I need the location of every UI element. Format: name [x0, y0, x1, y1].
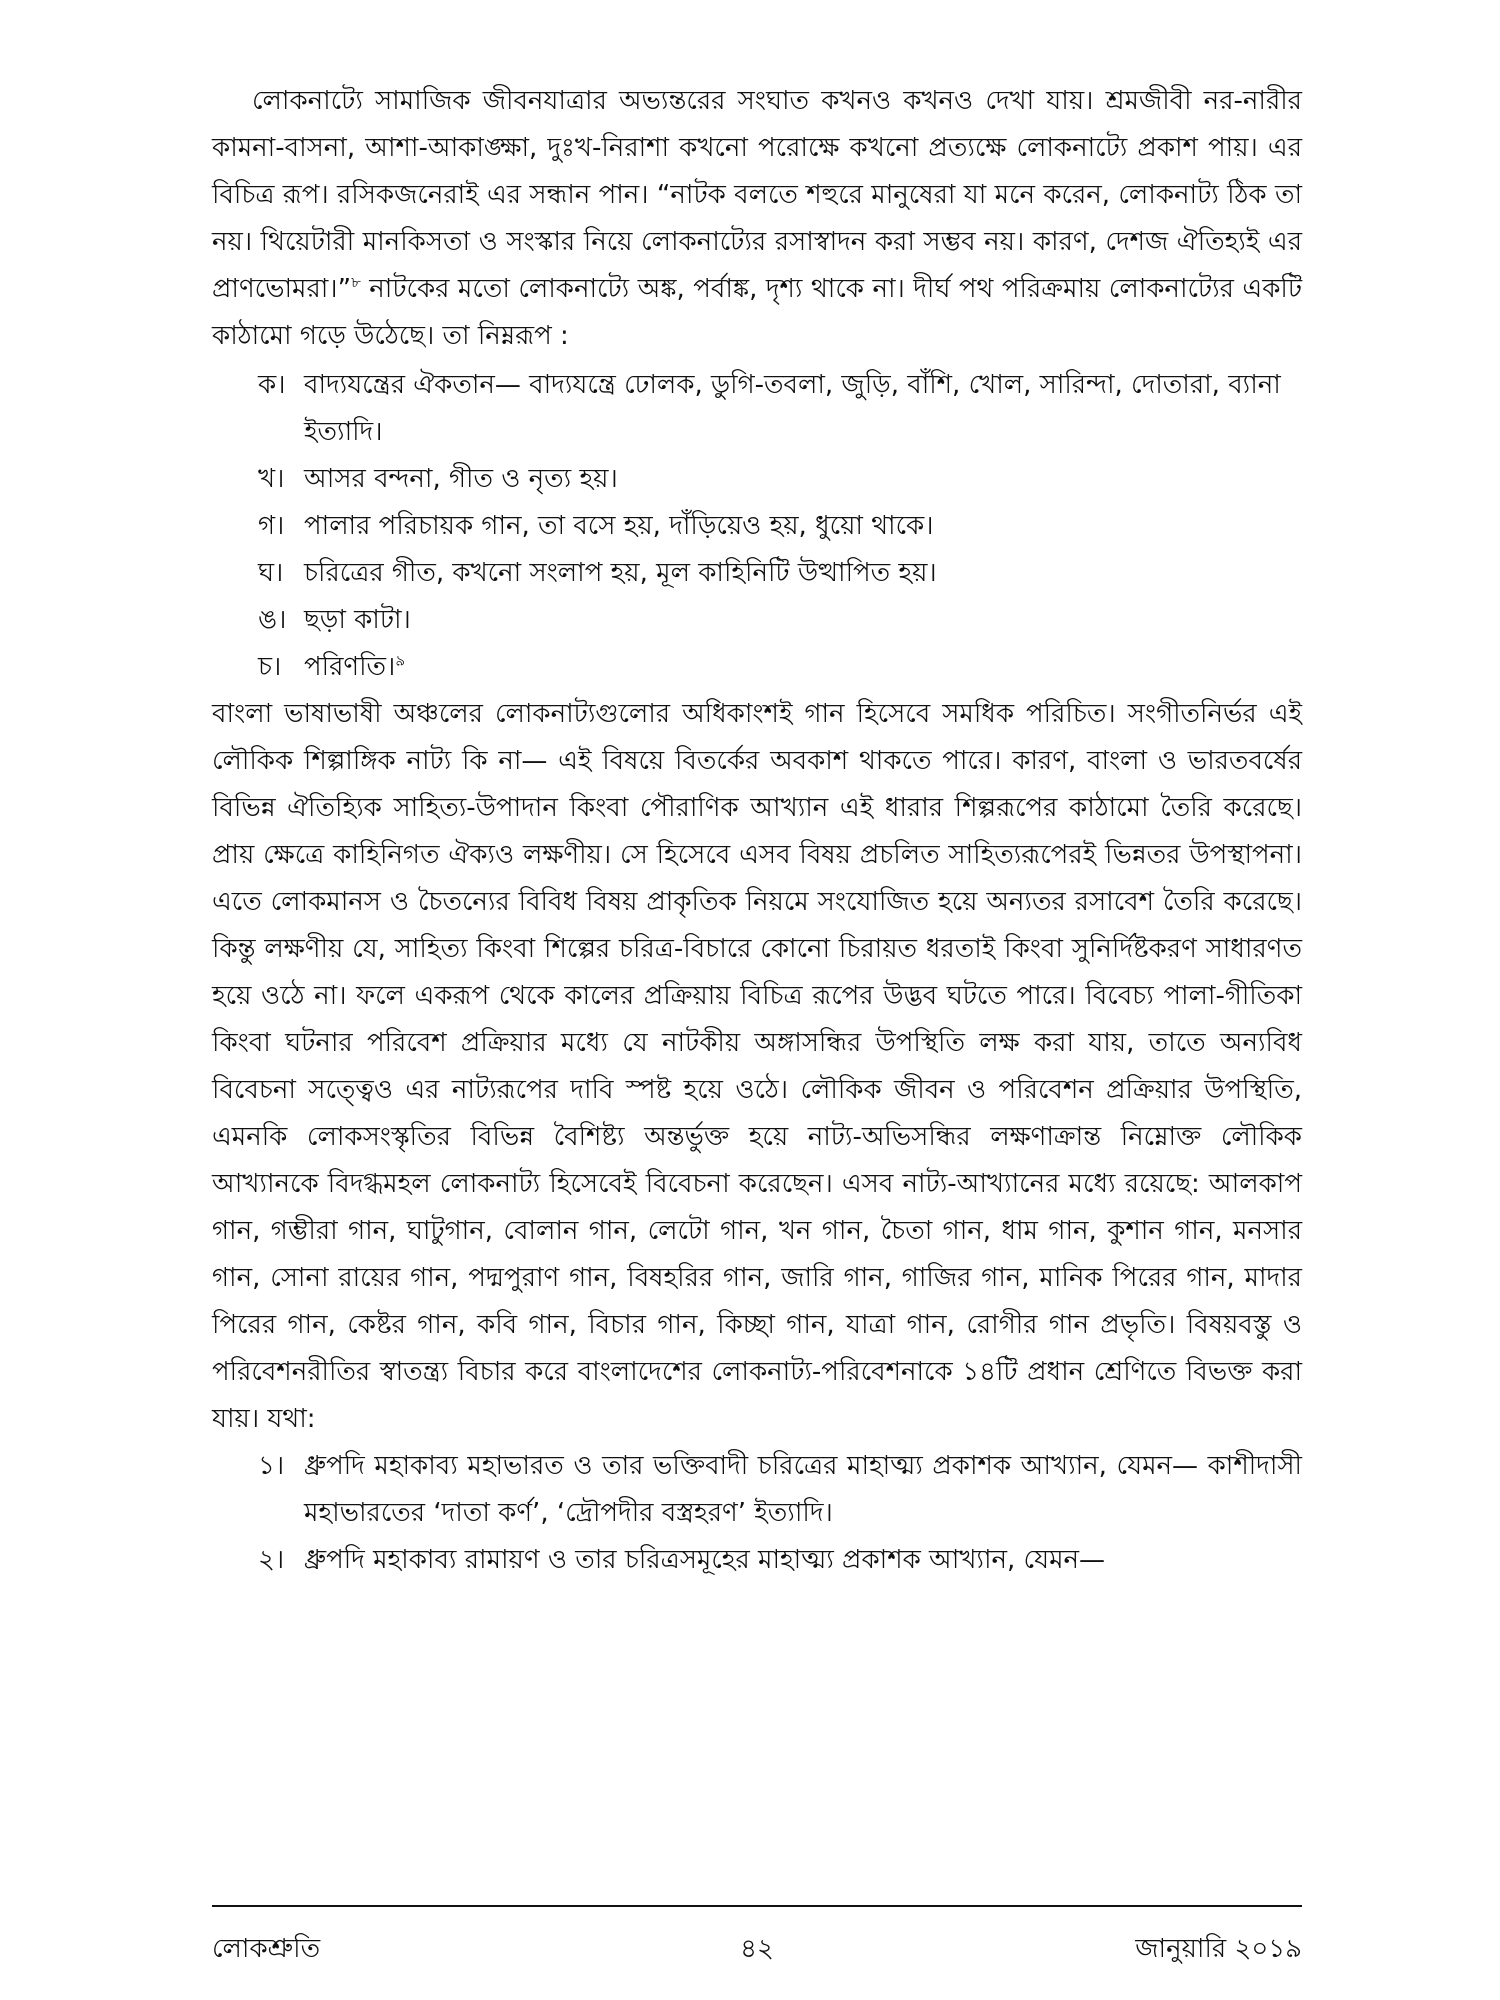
list-marker: গ।: [258, 511, 285, 541]
journal-name: লোকশ্রুতি: [212, 1934, 321, 1964]
list-item: [258, 644, 1302, 691]
footnote-ref-9: ৯: [395, 651, 406, 670]
list-item: [258, 1443, 1302, 1537]
paragraph-1-text: লোকনাট্যে সামাজিক জীবনযাত্রার অভ্যন্তরের সংঘাত কখনও কখনও দেখা যায়। শ্রমজীবী নর-নারীর কামনা-বাসনা, আশা-আকাঙ্ক্ষা, দুঃখ-নিরাশা কখনো পরোক্ষে কখনো প্রত্যক্ষে লোকনাট্যে প্রকাশ পায়। এর বিচিত্র রূপ। রসিকজনেরাই এর সন্ধান পান। “নাটক বলতে শহুরে মানুষেরা যা মনে করেন, লোকনাট্য ঠিক তা নয়। থিয়েটারী মানকিসতা ও সংস্কার নিয়ে লোকনাট্যের রসাস্বাদন করা সম্ভব নয়। কারণ, দেশজ ঐতিহ্যই এর প্রাণভোমরা।”: [212, 86, 1302, 304]
paragraph-2: বাংলা ভাষাভাষী অঞ্চলের লোকনাট্যগুলোর অধিকাংশই গান হিসেবে সমধিক পরিচিত। সংগীতনির্ভর এই লৌকিক শিল্পাঙ্গিক নাট্য কি না— এই বিষয়ে বিতর্কের অবকাশ থাকতে পারে। কারণ, বাংলা ও ভারতবর্ষের বিভিন্ন ঐতিহ্যিক সাহিত্য-উপাদান কিংবা পৌরাণিক আখ্যান এই ধারার শিল্পরূপের কাঠামো তৈরি করেছে। প্রায় ক্ষেত্রে কাহিনিগত ঐক্যও লক্ষণীয়। সে হিসেবে এসব বিষয় প্রচলিত সাহিত্যরূপেরই ভিন্নতর উপস্থাপনা। এতে লোকমানস ও চৈতন্যের বিবিধ বিষয় প্রাকৃতিক নিয়মে সংযোজিত হয়ে অন্যতর রসাবেশ তৈরি করেছে। কিন্তু লক্ষণীয় যে, সাহিত্য কিংবা শিল্পের চরিত্র-বিচারে কোনো চিরায়ত ধরতাই কিংবা সুনির্দিষ্টকরণ সাধারণত হয়ে ওঠে না। ফলে একরূপ থেকে কালের প্রক্রিয়ায় বিচিত্র রূপের উদ্ভব ঘটতে পারে। বিবেচ্য পালা-গীতিকা কিংবা ঘটনার পরিবেশ প্রক্রিয়ার মধ্যে যে নাটকীয় অঙ্গাসন্ধির উপস্থিতি লক্ষ করা যায়, তাতে অন্যবিধ বিবেচনা সত্ত্বেও এর নাট্যরূপের দাবি স্পষ্ট হয়ে ওঠে। লৌকিক জীবন ও পরিবেশন প্রক্রিয়ার উপস্থিতি, এমনকি লোকসংস্কৃতির বিভিন্ন বৈশিষ্ট্য অন্তর্ভুক্ত হয়ে নাট্য-অভিসন্ধির লক্ষণাক্রান্ত নিম্নোক্ত লৌকিক আখ্যানকে বিদগ্ধমহল লোকনাট্য হিসেবেই বিবেচনা করেছেন। এসব নাট্য-আখ্যানের মধ্যে রয়েছে: আলকাপ গান, গম্ভীরা গান, ঘাটুগান, বোলান গান, লেটো গান, খন গান, চৈতা গান, ধাম গান, কুশান গান, মনসার গান, সোনা রায়ের গান, পদ্মপুরাণ গান, বিষহরির গান, জারি গান, গাজির গান, মানিক পিরের গান, মাদার পিরের গান, কেষ্টর গান, কবি গান, বিচার গান, কিচ্ছা গান, যাত্রা গান, রোগীর গান প্রভৃতি। বিষয়বস্তু ও পরিবেশনরীতির স্বাতন্ত্র্য বিচার করে বাংলাদেশের লোকনাট্য-পরিবেশনাকে ১৪টি প্রধান শ্রেণিতে বিভক্ত করা যায়। যথা:: [212, 699, 1302, 1434]
structure-list: [212, 362, 1302, 691]
list-item: [258, 550, 1302, 597]
list-item-text: [304, 644, 1302, 691]
list-item-text: বাদ্যযন্ত্রের ঐকতান— বাদ্যযন্ত্রে ঢোলক, ডুগি-তবলা, জুড়ি, বাঁশি, খোল, সারিন্দা, দোতারা, ব্যানা ইত্যাদি।: [304, 370, 1281, 447]
body-text: [212, 78, 1302, 1584]
page-footer: [212, 1928, 1302, 1968]
list-item-text: চরিত্রের গীত, কখনো সংলাপ হয়, মূল কাহিনিটি উত্থাপিত হয়।: [304, 558, 937, 588]
category-list: [212, 1443, 1302, 1584]
list-marker: ঘ।: [258, 558, 284, 588]
list-marker: ১।: [258, 1451, 285, 1481]
list-item: [258, 1537, 1302, 1584]
paragraph-1-tail: নাটকের মতো লোকনাট্যে অঙ্ক, পর্বাঙ্ক, দৃশ্য থাকে না। দীর্ঘ পথ পরিক্রমায় লোকনাট্যের একটি কাঠামো গড়ে উঠেছে। তা নিম্নরূপ :: [212, 274, 1302, 351]
list-item-text: আসর বন্দনা, গীত ও নৃত্য হয়।: [304, 464, 618, 494]
list-item: [258, 597, 1302, 644]
list-item-text: পালার পরিচায়ক গান, তা বসে হয়, দাঁড়িয়েও হয়, ধুয়ো থাকে।: [304, 511, 934, 541]
paragraph-1: [212, 78, 1302, 360]
page-number: ৪২: [740, 1934, 774, 1964]
list-item: [258, 503, 1302, 550]
list-marker: ঙ।: [258, 605, 287, 635]
footnote-ref-8: ৮: [351, 273, 361, 292]
list-marker: খ।: [258, 464, 285, 494]
list-item: [258, 362, 1302, 456]
list-item-text: ধ্রুপদি মহাকাব্য মহাভারত ও তার ভক্তিবাদী চরিত্রের মাহাত্ম্য প্রকাশক আখ্যান, যেমন— কাশীদাসী মহাভারতের ‘দাতা কর্ণ’, ‘দ্রৌপদীর বস্ত্রহরণ’ ইত্যাদি।: [304, 1451, 1302, 1528]
list-item: [258, 456, 1302, 503]
list-item-text: ধ্রুপদি মহাকাব্য রামায়ণ ও তার চরিত্রসমূহের মাহাত্ম্য প্রকাশক আখ্যান, যেমন—: [304, 1545, 1106, 1575]
issue-date: জানুয়ারি ২০১৯: [1135, 1934, 1302, 1964]
list-item-text-main: পরিণতি।: [304, 652, 396, 682]
list-item-text: ছড়া কাটা।: [304, 605, 411, 635]
list-marker: ক।: [258, 370, 286, 400]
footer-divider: [212, 1905, 1302, 1907]
list-marker: ২।: [258, 1545, 285, 1575]
list-marker: চ।: [258, 652, 282, 682]
